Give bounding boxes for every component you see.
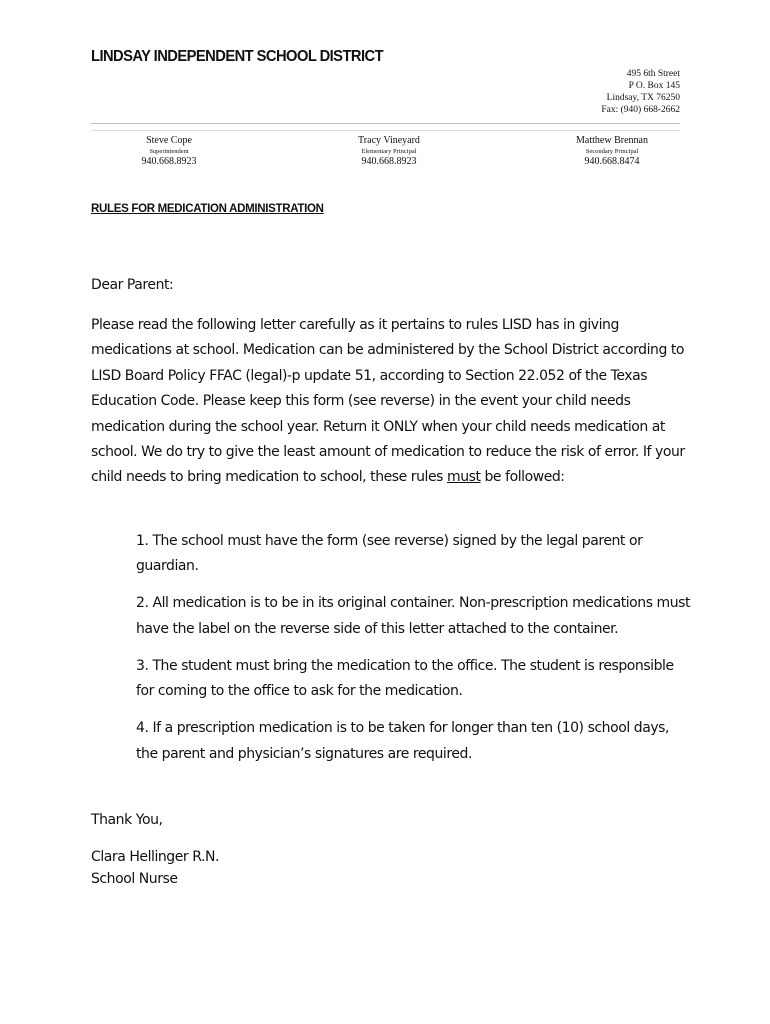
staff-role: Secondary Principal: [585, 148, 639, 155]
intro-paragraph: [91, 313, 691, 491]
staff-role: Superintendent: [149, 148, 189, 155]
staff-elementary-principal: [309, 134, 469, 168]
signature-title: School Nurse: [91, 871, 178, 887]
header-divider-bottom: [91, 130, 680, 131]
address-fax: Fax: (940) 668-2662: [601, 105, 680, 115]
salutation: Dear Parent:: [91, 277, 174, 293]
district-address: [601, 68, 680, 116]
address-city: Lindsay, TX 76250: [606, 93, 680, 103]
signature-name: Clara Hellinger R.N.: [91, 849, 220, 865]
staff-name: Steve Cope: [146, 135, 192, 146]
address-street: 495 6th Street: [626, 69, 680, 79]
staff-secondary-principal: [532, 134, 692, 168]
intro-emphasis: must: [447, 469, 481, 486]
address-po-box: P O. Box 145: [628, 81, 680, 91]
closing: Thank You,: [91, 812, 163, 828]
header-divider-top: [91, 123, 680, 124]
letter-heading: RULES FOR MEDICATION ADMINISTRATION: [91, 203, 324, 215]
staff-superintendent: [89, 134, 249, 168]
staff-name: Tracy Vineyard: [358, 135, 420, 146]
rule-item: 3. The student must bring the medication to the office. The student is responsible for coming to the office to ask for the medication.: [136, 657, 674, 700]
staff-phone: 940.668.8923: [361, 156, 417, 167]
rule-item: 1. The school must have the form (see reverse) signed by the legal parent or guardian.: [136, 533, 643, 575]
intro-text-end: be followed:: [480, 469, 565, 486]
staff-phone: 940.668.8474: [584, 156, 640, 167]
rule-item: 4. If a prescription medication is to be taken for longer than ten (10) school days, the parent and physician’s signatures are required.: [136, 720, 670, 762]
intro-text: Please read the following letter carefully as it pertains to rules LISD has in giving medications at school. Medication can be administered by the School District according to LISD Board Policy FFAC (legal)-p update 51, according to Section 22.052 of the Texas Education Code. Please keep this form (see reverse) in the event your child needs medication during the school year. Return it ONLY when your child needs medication at school. We do try to give the least amount of medication to reduce the risk of error. If your child needs to bring medication to school, these rules: [91, 317, 685, 486]
rule-item: 2. All medication is to be in its original container. Non-prescription medications must have the label on the reverse side of this letter attached to the container.: [136, 595, 691, 637]
district-name: LINDSAY INDEPENDENT SCHOOL DISTRICT: [91, 48, 384, 65]
staff-phone: 940.668.8923: [141, 156, 197, 167]
rules-list: [136, 529, 692, 779]
staff-name: Matthew Brennan: [576, 135, 648, 146]
staff-role: Elementary Principal: [361, 148, 417, 155]
